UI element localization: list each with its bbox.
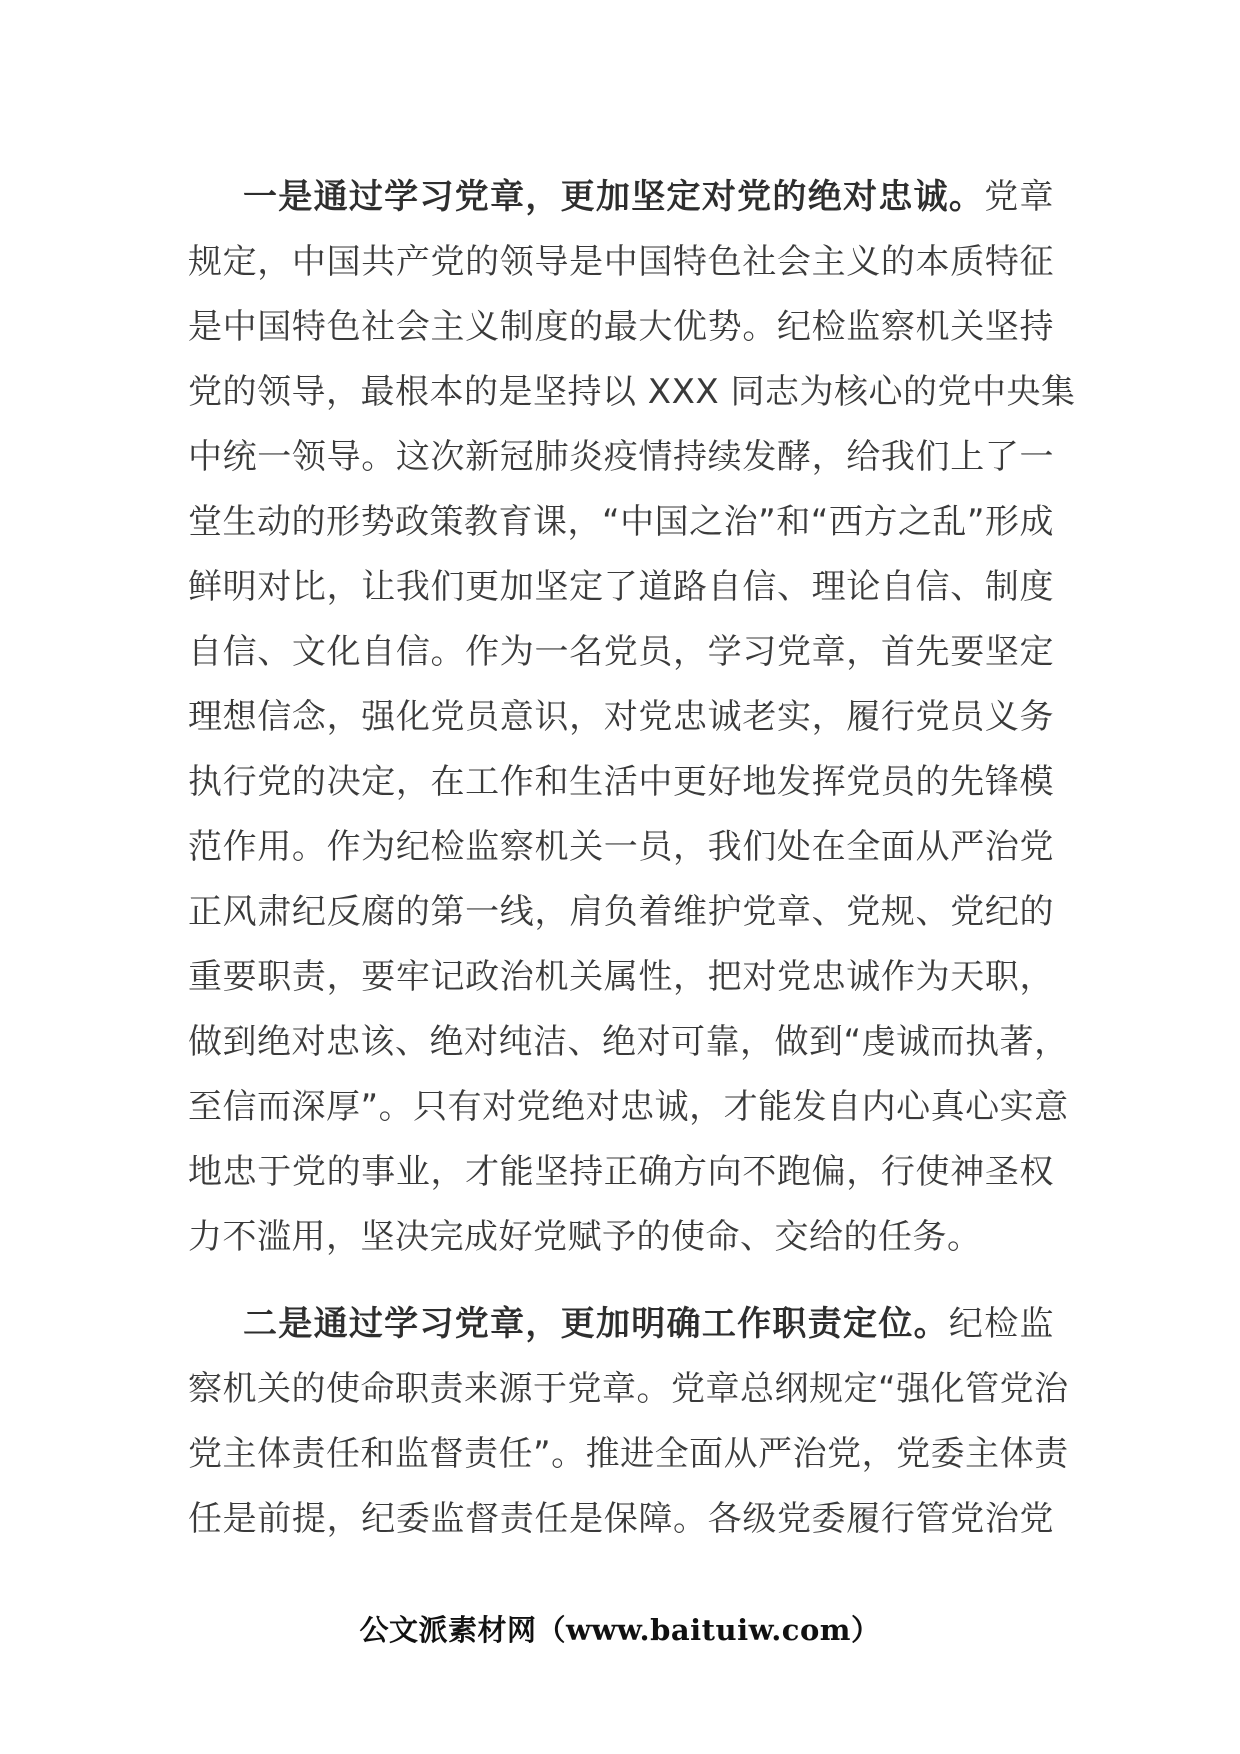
paragraph-text: 纪检监 bbox=[948, 1304, 1055, 1344]
paragraph-line: 鲜明对比，让我们更加坚定了道路自信、理论自信、制度 bbox=[188, 567, 1054, 607]
paragraph-line: 执行党的决定，在工作和生活中更好地发挥党员的先锋模 bbox=[188, 762, 1054, 802]
paragraph-line: 范作用。作为纪检监察机关一员，我们处在全面从严治党 bbox=[188, 827, 1054, 867]
paragraph-line: 规定，中国共产党的领导是中国特色社会主义的本质特征 bbox=[188, 242, 1054, 282]
paragraph-line: 党主体责任和监督责任”。推进全面从严治党，党委主体责 bbox=[188, 1434, 1069, 1474]
paragraph-line: 做到绝对忠该、绝对纯洁、绝对可靠，做到“虔诚而执著， bbox=[188, 1022, 1069, 1062]
paragraph-line: 任是前提，纪委监督责任是保障。各级党委履行管党治党 bbox=[188, 1499, 1054, 1539]
paragraph-first-line bbox=[188, 165, 1054, 230]
paragraph-line: 党的领导，最根本的是坚持以 XXX 同志为核心的党中央集 bbox=[188, 372, 1076, 412]
paragraph-line: 正风肃纪反腐的第一线，肩负着维护党章、党规、党纪的 bbox=[188, 892, 1054, 932]
paragraph-line: 重要职责，要牢记政治机关属性，把对党忠诚作为天职， bbox=[188, 957, 1054, 997]
footer-watermark: 公文派素材网（www.baituiw.com） bbox=[359, 1613, 881, 1647]
paragraph-line: 是中国特色社会主义制度的最大优势。纪检监察机关坚持 bbox=[188, 307, 1054, 347]
paragraph-line: 理想信念，强化党员意识，对党忠诚老实，履行党员义务 bbox=[188, 697, 1054, 737]
paragraph-line: 自信、文化自信。作为一名党员，学习党章，首先要坚定 bbox=[188, 632, 1054, 672]
paragraph-line: 堂生动的形势政策教育课，“中国之治”和“西方之乱”形成 bbox=[188, 502, 1054, 542]
paragraph-first-line bbox=[188, 1292, 1054, 1357]
paragraph-line: 至信而深厚”。只有对党绝对忠诚，才能发自内心真心实意 bbox=[188, 1087, 1069, 1127]
paragraph-duty bbox=[188, 1292, 1069, 1552]
paragraph-heading: 一是通过学习党章，更加坚定对党的绝对忠诚。 bbox=[243, 177, 985, 217]
paragraph-text: 党章 bbox=[984, 177, 1054, 217]
paragraph-line: 力不滥用，坚决完成好党赋予的使命、交给的任务。 bbox=[188, 1217, 982, 1257]
paragraph-loyalty bbox=[188, 165, 1076, 1270]
paragraph-line: 察机关的使命职责来源于党章。党章总纲规定“强化管党治 bbox=[188, 1369, 1069, 1409]
paragraph-line: 中统一领导。这次新冠肺炎疫情持续发酵，给我们上了一 bbox=[188, 437, 1054, 477]
paragraph-heading: 二是通过学习党章，更加明确工作职责定位。 bbox=[243, 1304, 949, 1344]
paragraph-line: 地忠于党的事业，才能坚持正确方向不跑偏，行使神圣权 bbox=[188, 1152, 1054, 1192]
